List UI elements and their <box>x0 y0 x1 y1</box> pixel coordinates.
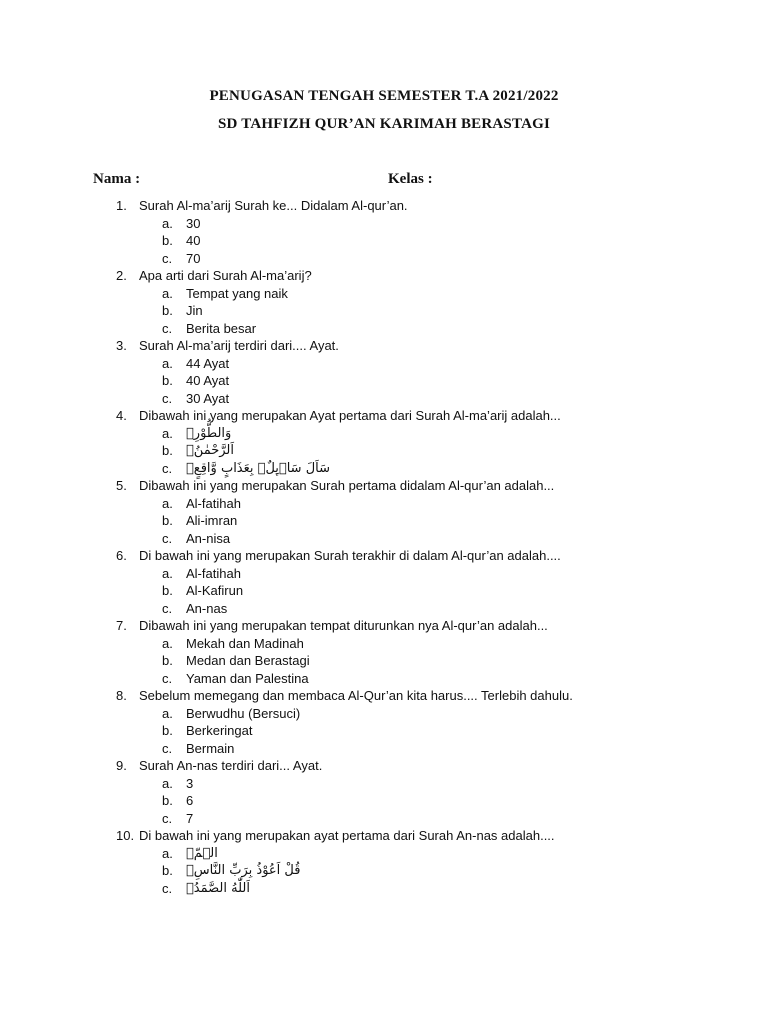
option-text: Al-Kafirun <box>186 583 244 598</box>
answer-option <box>0 215 768 233</box>
option-letter: c. <box>162 530 173 546</box>
question-text: Sebelum memegang dan membaca Al-Qur’an kita harus.... Terlebih dahulu. <box>139 688 573 703</box>
option-text: 3 <box>186 775 194 791</box>
option-arabic-text: قُلْ اَعُوْذُ بِرَبِّ النَّاسِۙ <box>186 863 301 878</box>
question-item <box>0 687 768 705</box>
option-letter: b. <box>162 653 173 668</box>
answer-option <box>0 652 768 670</box>
question-list <box>0 197 768 897</box>
question-item <box>0 267 768 285</box>
option-letter: b. <box>162 723 173 738</box>
answer-option <box>0 355 768 373</box>
question-number: 5. <box>116 478 127 493</box>
question-number: 2. <box>116 268 127 283</box>
question-item <box>0 337 768 355</box>
question-item <box>0 197 768 215</box>
document-title: PENUGASAN TENGAH SEMESTER T.A 2021/2022 <box>209 88 559 104</box>
question-text: Dibawah ini yang merupakan tempat diturunkan nya Al-qur’an adalah... <box>139 618 548 633</box>
option-text: Jin <box>186 303 203 318</box>
option-text: Mekah dan Madinah <box>186 635 304 651</box>
question-text: Surah An-nas terdiri dari... Ayat. <box>139 758 323 773</box>
answer-option <box>0 512 768 530</box>
question-text: Surah Al-ma’arij Surah ke... Didalam Al-qur’an. <box>139 198 408 213</box>
option-letter: c. <box>162 390 173 406</box>
answer-option <box>0 880 768 898</box>
nama-label: Nama : <box>93 171 141 187</box>
option-letter: c. <box>162 880 173 896</box>
option-letter: a. <box>162 565 173 581</box>
option-letter: c. <box>162 460 173 476</box>
option-letter: a. <box>162 285 173 301</box>
question-number: 8. <box>116 688 127 703</box>
question-number: 4. <box>116 408 127 423</box>
option-arabic-text: سَاَلَ سَاۤىِٕلٌۢ بِعَذَابٍ وَّاقِعٍۙ <box>186 460 331 476</box>
option-letter: a. <box>162 425 173 441</box>
option-letter: c. <box>162 600 173 616</box>
answer-option <box>0 285 768 303</box>
question-text: Dibawah ini yang merupakan Ayat pertama dari Surah Al-ma’arij adalah... <box>139 408 561 423</box>
option-letter: a. <box>162 215 173 231</box>
answer-option <box>0 775 768 793</box>
answer-option <box>0 320 768 338</box>
option-letter: c. <box>162 810 173 826</box>
answer-option <box>0 845 768 863</box>
answer-option <box>0 670 768 688</box>
option-text: Tempat yang naik <box>186 285 288 301</box>
answer-option <box>0 425 768 443</box>
option-text: Al-fatihah <box>186 565 241 581</box>
option-text: 44 Ayat <box>186 355 230 371</box>
option-letter: b. <box>162 443 173 458</box>
question-number: 3. <box>116 338 127 353</box>
option-arabic-text: اَللّٰهُ الصَّمَدُۚ <box>186 880 250 896</box>
option-text: 70 <box>186 250 201 266</box>
option-letter: c. <box>162 250 173 266</box>
question-item <box>0 617 768 635</box>
question-number: 9. <box>116 758 127 773</box>
option-letter: a. <box>162 355 173 371</box>
question-item <box>0 547 768 565</box>
option-text: Yaman dan Palestina <box>186 670 309 686</box>
answer-option <box>0 302 768 320</box>
option-letter: a. <box>162 705 173 721</box>
option-text: Berkeringat <box>186 723 253 738</box>
answer-option <box>0 705 768 723</box>
question-text: Di bawah ini yang merupakan ayat pertama dari Surah An-nas adalah.... <box>139 828 555 843</box>
option-letter: b. <box>162 373 173 388</box>
question-text: Di bawah ini yang merupakan Surah terakhir di dalam Al-qur’an adalah.... <box>139 548 561 563</box>
option-arabic-text: الۤمّۤ <box>186 845 218 861</box>
option-text: Berwudhu (Bersuci) <box>186 705 301 721</box>
option-letter: c. <box>162 670 173 686</box>
answer-option <box>0 390 768 408</box>
option-letter: b. <box>162 233 173 248</box>
option-letter: c. <box>162 320 173 336</box>
school-name: SD TAHFIZH QUR’AN KARIMAH BERASTAGI <box>217 116 551 132</box>
answer-option <box>0 232 768 250</box>
option-text: 40 <box>186 233 201 248</box>
option-text: An-nisa <box>186 530 231 546</box>
option-text: Berita besar <box>186 320 257 336</box>
question-number: 10. <box>116 828 135 843</box>
answer-option <box>0 250 768 268</box>
answer-option <box>0 722 768 740</box>
answer-option <box>0 862 768 880</box>
option-arabic-text: اَلرَّحْمٰنُۙ <box>186 443 234 458</box>
option-letter: c. <box>162 740 173 756</box>
kelas-label: Kelas : <box>388 171 433 187</box>
answer-option <box>0 635 768 653</box>
answer-option <box>0 495 768 513</box>
option-letter: a. <box>162 635 173 651</box>
answer-option <box>0 600 768 618</box>
option-letter: a. <box>162 495 173 511</box>
answer-option <box>0 740 768 758</box>
answer-option <box>0 372 768 390</box>
option-letter: b. <box>162 793 173 808</box>
answer-option <box>0 810 768 828</box>
option-text: Al-fatihah <box>186 495 241 511</box>
question-text: Surah Al-ma’arij terdiri dari.... Ayat. <box>139 338 339 353</box>
option-text: 40 Ayat <box>186 373 230 388</box>
option-text: 30 Ayat <box>186 390 230 406</box>
option-text: 7 <box>186 810 194 826</box>
option-text: 6 <box>186 793 194 808</box>
question-item <box>0 477 768 495</box>
option-letter: b. <box>162 583 173 598</box>
answer-option <box>0 530 768 548</box>
question-number: 6. <box>116 548 127 563</box>
option-letter: a. <box>162 775 173 791</box>
answer-option <box>0 582 768 600</box>
answer-option <box>0 460 768 478</box>
answer-option <box>0 442 768 460</box>
option-text: Medan dan Berastagi <box>186 653 310 668</box>
question-text: Apa arti dari Surah Al-ma’arij? <box>139 268 312 283</box>
question-number: 7. <box>116 618 127 633</box>
question-item <box>0 757 768 775</box>
answer-option <box>0 792 768 810</box>
question-item <box>0 407 768 425</box>
option-letter: b. <box>162 863 173 878</box>
option-letter: a. <box>162 845 173 861</box>
option-arabic-text: وَالطُّوْرِۙ <box>186 425 232 441</box>
question-item <box>0 827 768 845</box>
option-text: 30 <box>186 215 201 231</box>
option-text: Bermain <box>186 740 235 756</box>
option-letter: b. <box>162 513 173 528</box>
question-text: Dibawah ini yang merupakan Surah pertama didalam Al-qur’an adalah... <box>139 478 555 493</box>
option-letter: b. <box>162 303 173 318</box>
option-text: Ali-imran <box>186 513 238 528</box>
option-text: An-nas <box>186 600 228 616</box>
answer-option <box>0 565 768 583</box>
question-number: 1. <box>116 198 127 213</box>
